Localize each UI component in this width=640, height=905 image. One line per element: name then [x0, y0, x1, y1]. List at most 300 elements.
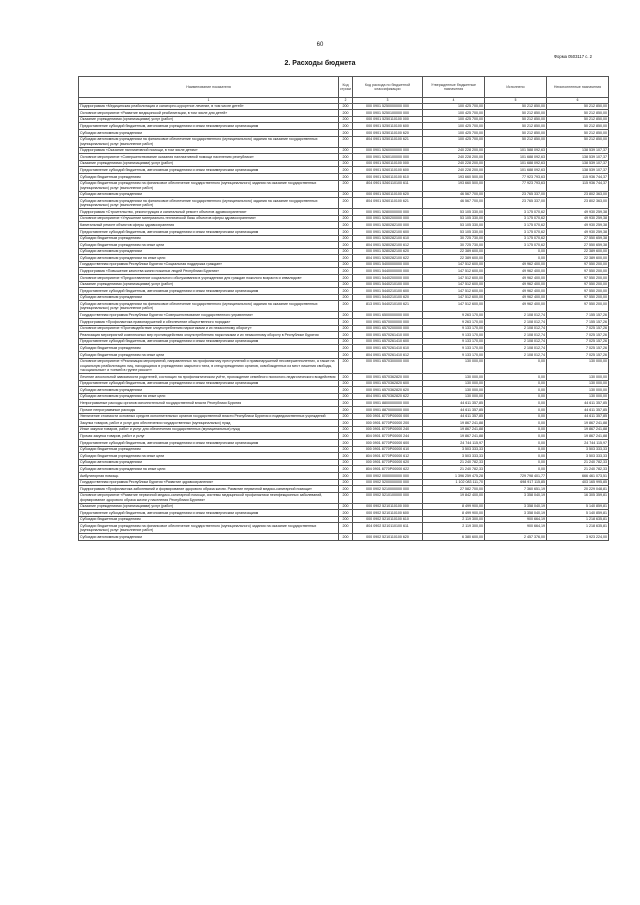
- row-classification-code: 000 0901 5250100000 000: [353, 110, 423, 117]
- row-unexecuted: 19 867 241,88: [547, 426, 609, 433]
- row-executed: 50 212 850,00: [485, 103, 547, 110]
- row-name: Оказание учреждениями (организациями) услуг (работ): [79, 116, 339, 123]
- row-approved: 100 425 700,00: [423, 103, 485, 110]
- table-row: [79, 123, 609, 130]
- row-executed: 0,00: [485, 466, 547, 473]
- row-approved: 53 105 330,00: [423, 209, 485, 216]
- row-name: Амбулаторная помощь: [79, 472, 339, 479]
- column-number: 5: [485, 98, 547, 103]
- row-executed: 101 688 092,63: [485, 160, 547, 167]
- table-row: [79, 275, 609, 282]
- row-executed: 50 212 850,00: [485, 123, 547, 130]
- row-name: Подпрограмма «Оказание паллиативной помощи, в том числе детям»: [79, 147, 339, 154]
- table-row: [79, 413, 609, 420]
- column-number: 2: [339, 98, 353, 103]
- table-row: [79, 242, 609, 249]
- column-number: 6: [547, 98, 609, 103]
- row-line-code: 200: [339, 180, 353, 191]
- row-line-code: 200: [339, 492, 353, 503]
- row-executed: 49 962 400,00: [485, 275, 547, 282]
- row-executed: 49 962 400,00: [485, 301, 547, 312]
- row-line-code: 200: [339, 167, 353, 174]
- table-row: [79, 147, 609, 154]
- row-line-code: 200: [339, 191, 353, 198]
- row-approved: 9 133 170,00: [423, 345, 485, 352]
- row-executed: 0,00: [485, 453, 547, 460]
- row-unexecuted: 19 867 241,88: [547, 420, 609, 427]
- row-approved: 30 725 730,00: [423, 235, 485, 242]
- row-line-code: 200: [339, 374, 353, 381]
- row-approved: 9 263 170,00: [423, 319, 485, 326]
- row-line-code: 200: [339, 281, 353, 288]
- row-approved: 130 000,00: [423, 374, 485, 381]
- table-row: [79, 228, 609, 235]
- row-approved: 53 105 330,00: [423, 222, 485, 229]
- row-name: Субсидии автономным учреждениям на иные цели: [79, 393, 339, 400]
- row-approved: 9 263 170,00: [423, 312, 485, 319]
- row-line-code: 200: [339, 129, 353, 136]
- row-unexecuted: 130 000,00: [547, 393, 609, 400]
- row-classification-code: 000 0902 5210000000 000: [353, 486, 423, 493]
- row-name: Субсидии автономным учреждениям на финансовое обеспечение государственного (муниципального) задания на оказание государственных (муниципальных) услуг (выполнение работ): [79, 198, 339, 209]
- row-line-code: 200: [339, 400, 353, 407]
- row-classification-code: 000 0902 0000000000 000: [353, 472, 423, 479]
- row-name: Субсидии бюджетным учреждениям: [79, 446, 339, 453]
- row-line-code: 200: [339, 173, 353, 180]
- row-executed: 0,00: [485, 255, 547, 262]
- row-line-code: 200: [339, 523, 353, 534]
- row-line-code: 200: [339, 147, 353, 154]
- row-executed: 0,00: [485, 248, 547, 255]
- row-name: Основное мероприятие «Предоставление социального обслуживания в учреждениях для граждан пожилого возраста и инвалидов»: [79, 275, 339, 282]
- table-row: [79, 281, 609, 288]
- row-name: Субсидии автономным учреждениям: [79, 294, 339, 301]
- row-classification-code: 000 0901 8770P00000 620: [353, 459, 423, 466]
- row-name: Оказание учреждениями (организациями) услуг (работ): [79, 160, 339, 167]
- row-name: Субсидии бюджетным учреждениям на иные цели: [79, 242, 339, 249]
- row-unexecuted: 130 000,00: [547, 374, 609, 381]
- row-unexecuted: 44 611 357,85: [547, 400, 609, 407]
- row-unexecuted: 22 389 600,00: [547, 255, 609, 262]
- row-unexecuted: 3 503 333,33: [547, 446, 609, 453]
- row-classification-code: 000 0901 5440200000 000: [353, 275, 423, 282]
- row-classification-code: 000 0901 8770P00000 200: [353, 420, 423, 427]
- row-approved: 53 105 330,00: [423, 228, 485, 235]
- row-line-code: 200: [339, 103, 353, 110]
- row-approved: 3 503 333,33: [423, 446, 485, 453]
- row-unexecuted: 44 611 357,85: [547, 406, 609, 413]
- row-unexecuted: 7 025 157,26: [547, 345, 609, 352]
- row-classification-code: 000 0901 6570261410 600: [353, 338, 423, 345]
- row-approved: 147 512 600,00: [423, 281, 485, 288]
- row-executed: 0,00: [485, 439, 547, 446]
- table-row: [79, 288, 609, 295]
- row-classification-code: 000 0901 5440210100 000: [353, 281, 423, 288]
- row-classification-code: 804 0902 5210110100 611: [353, 523, 423, 534]
- table-row: [79, 261, 609, 268]
- row-unexecuted: 49 930 259,38: [547, 228, 609, 235]
- table-row: [79, 516, 609, 523]
- row-classification-code: 000 0901 5280282100 000: [353, 222, 423, 229]
- expenses-table: [78, 76, 609, 541]
- row-executed: 0,00: [485, 420, 547, 427]
- row-approved: 3 503 333,33: [423, 453, 485, 460]
- table-row: [79, 167, 609, 174]
- row-unexecuted: 97 550 200,00: [547, 268, 609, 275]
- row-unexecuted: 7 025 157,26: [547, 325, 609, 332]
- table-row: [79, 387, 609, 394]
- table-row: [79, 160, 609, 167]
- row-executed: 2 457 376,00: [485, 534, 547, 541]
- form-code: Форма 0503117 с. 2: [553, 54, 592, 59]
- row-approved: 19 867 241,88: [423, 433, 485, 440]
- row-classification-code: 000 0902 5210110100 610: [353, 516, 423, 523]
- row-name: Субсидии бюджетным учреждениям на иные цели: [79, 453, 339, 460]
- row-line-code: 200: [339, 123, 353, 130]
- table-row: [79, 103, 609, 110]
- table-row: [79, 459, 609, 466]
- row-unexecuted: 138 539 107,37: [547, 167, 609, 174]
- row-classification-code: 000 0901 5250110100 620: [353, 129, 423, 136]
- row-unexecuted: 44 611 357,85: [547, 413, 609, 420]
- row-unexecuted: 3 503 333,33: [547, 453, 609, 460]
- row-name: Основное мероприятие «Противодействие злоупотреблению наркотиками и их незаконному обороту»: [79, 325, 339, 332]
- row-classification-code: 000 0901 6570362820 620: [353, 387, 423, 394]
- row-line-code: 200: [339, 433, 353, 440]
- row-classification-code: 804 0901 6570362820 622: [353, 393, 423, 400]
- row-approved: 53 105 330,00: [423, 215, 485, 222]
- row-executed: 2 108 012,74: [485, 352, 547, 359]
- row-unexecuted: 50 212 850,00: [547, 129, 609, 136]
- row-classification-code: 804 0901 5280282100 612: [353, 242, 423, 249]
- row-line-code: 200: [339, 209, 353, 216]
- table-row: [79, 136, 609, 147]
- row-name: Субсидии автономным учреждениям: [79, 459, 339, 466]
- header-executed: Исполнено: [485, 77, 547, 98]
- row-line-code: 200: [339, 332, 353, 339]
- row-classification-code: 000 0901 5260100000 000: [353, 154, 423, 161]
- row-executed: 49 962 400,00: [485, 281, 547, 288]
- column-number: 1: [79, 98, 339, 103]
- row-unexecuted: 138 539 107,37: [547, 147, 609, 154]
- row-classification-code: 000 0901 5400000000 000: [353, 261, 423, 268]
- row-unexecuted: 23 802 363,00: [547, 198, 609, 209]
- row-classification-code: 000 0901 6570200000 000: [353, 325, 423, 332]
- table-row: [79, 510, 609, 517]
- row-name: Капитальный ремонт объектов сферы здравоохранения: [79, 222, 339, 229]
- row-executed: 0,00: [485, 426, 547, 433]
- row-approved: 130 000,00: [423, 358, 485, 373]
- row-executed: 50 212 850,00: [485, 129, 547, 136]
- table-row: [79, 325, 609, 332]
- row-executed: 77 923 793,63: [485, 173, 547, 180]
- row-classification-code: 000 0901 6570362820 000: [353, 374, 423, 381]
- table-row: [79, 358, 609, 373]
- row-line-code: 200: [339, 426, 353, 433]
- row-executed: 3 358 040,19: [485, 492, 547, 503]
- row-executed: 49 962 400,00: [485, 294, 547, 301]
- row-unexecuted: 50 212 850,00: [547, 116, 609, 123]
- row-line-code: 200: [339, 215, 353, 222]
- row-approved: 100 425 700,00: [423, 116, 485, 123]
- row-unexecuted: 403 165 995,85: [547, 479, 609, 486]
- row-classification-code: 000 0901 5440210100 600: [353, 288, 423, 295]
- row-executed: 49 962 400,00: [485, 261, 547, 268]
- row-approved: 9 133 170,00: [423, 352, 485, 359]
- row-line-code: 200: [339, 338, 353, 345]
- row-line-code: 200: [339, 248, 353, 255]
- row-name: Субсидии бюджетным учреждениям: [79, 173, 339, 180]
- row-classification-code: 000 0902 5210110100 000: [353, 503, 423, 510]
- row-name: Субсидии автономным учреждениям: [79, 129, 339, 136]
- row-approved: 240 228 200,00: [423, 154, 485, 161]
- row-classification-code: 813 0901 5440210100 621: [353, 301, 423, 312]
- row-classification-code: 804 0901 6570261410 612: [353, 352, 423, 359]
- row-name: Подпрограмма «Профилактика правонарушений и обеспечение общественного порядка»: [79, 319, 339, 326]
- row-unexecuted: 23 802 363,00: [547, 191, 609, 198]
- row-name: Субсидии автономным учреждениям: [79, 534, 339, 541]
- row-approved: 2 119 300,00: [423, 516, 485, 523]
- table-row: [79, 235, 609, 242]
- row-line-code: 200: [339, 242, 353, 249]
- row-approved: 44 611 357,85: [423, 413, 485, 420]
- row-classification-code: 000 0901 5280000000 000: [353, 209, 423, 216]
- row-approved: 130 000,00: [423, 387, 485, 394]
- row-unexecuted: 97 550 200,00: [547, 301, 609, 312]
- row-classification-code: 000 0901 8800000000 000: [353, 400, 423, 407]
- table-row: [79, 523, 609, 534]
- table-row: [79, 191, 609, 198]
- row-name: Субсидии бюджетным учреждениям на иные цели: [79, 352, 339, 359]
- row-unexecuted: 50 212 850,00: [547, 123, 609, 130]
- row-approved: 240 228 200,00: [423, 160, 485, 167]
- row-classification-code: 000 0901 6500000000 000: [353, 312, 423, 319]
- row-name: Предоставление субсидий бюджетным, автономным учреждениям и иным некоммерческим организациям: [79, 510, 339, 517]
- row-classification-code: 000 0901 8770P00000 610: [353, 446, 423, 453]
- row-unexecuted: 97 550 200,00: [547, 281, 609, 288]
- table-row: [79, 503, 609, 510]
- row-executed: 50 212 850,00: [485, 116, 547, 123]
- row-executed: 900 664,19: [485, 523, 547, 534]
- row-executed: 3 358 040,19: [485, 503, 547, 510]
- row-line-code: 200: [339, 510, 353, 517]
- row-approved: 1 102 083 111,70: [423, 479, 485, 486]
- row-classification-code: 804 0901 8770P00000 612: [353, 453, 423, 460]
- row-name: Подпрограмма «Строительство, реконструкция и капитальный ремонт объектов здравоохранения»: [79, 209, 339, 216]
- row-unexecuted: 7 155 157,26: [547, 312, 609, 319]
- row-unexecuted: 21 240 782,33: [547, 466, 609, 473]
- row-approved: 147 512 600,00: [423, 301, 485, 312]
- row-line-code: 200: [339, 387, 353, 394]
- row-classification-code: 804 0901 5260110100 621: [353, 198, 423, 209]
- row-line-code: 200: [339, 413, 353, 420]
- row-name: Подпрограмма «Профилактика заболеваний и формирование здорового образа жизни. Развитие первичной медико-санитарной помощи»: [79, 486, 339, 493]
- row-approved: 22 389 600,00: [423, 255, 485, 262]
- page-number: 60: [316, 42, 324, 48]
- row-name: Предоставление субсидий бюджетным, автономным учреждениям и иным некоммерческим организациям: [79, 288, 339, 295]
- table-row: [79, 110, 609, 117]
- row-executed: 0,00: [485, 393, 547, 400]
- table-row: [79, 198, 609, 209]
- row-unexecuted: 666 461 073,51: [547, 472, 609, 479]
- table-row: [79, 420, 609, 427]
- row-approved: 30 725 730,00: [423, 242, 485, 249]
- table-row: [79, 446, 609, 453]
- row-classification-code: 000 0901 6570261410 000: [353, 332, 423, 339]
- row-approved: 130 000,00: [423, 380, 485, 387]
- table-header: [79, 77, 609, 104]
- row-name: Иные закупки товаров, работ и услуг для обеспечения государственных (муниципальных) нужд: [79, 426, 339, 433]
- table-row: [79, 312, 609, 319]
- row-executed: 3 175 070,62: [485, 222, 547, 229]
- row-line-code: 200: [339, 352, 353, 359]
- row-line-code: 200: [339, 228, 353, 235]
- row-line-code: 200: [339, 255, 353, 262]
- row-unexecuted: 130 000,00: [547, 358, 609, 373]
- row-name: Предоставление субсидий бюджетным, автономным учреждениям и иным некоммерческим организациям: [79, 228, 339, 235]
- row-name: Непрограммные расходы органов исполнительной государственной власти Республики Бурятия: [79, 400, 339, 407]
- table-row: [79, 338, 609, 345]
- row-name: Увеличение стоимости основных средств исполнительных органов государственной власти Республики Бурятия и подведомственных учреждений: [79, 413, 339, 420]
- row-classification-code: 000 0901 5260110100 600: [353, 167, 423, 174]
- row-name: Основное мероприятие «Улучшение материально-технической базы объектов сферы здравоохранения»: [79, 215, 339, 222]
- table-row: [79, 406, 609, 413]
- row-approved: 19 867 241,88: [423, 426, 485, 433]
- row-name: Субсидии автономным учреждениям на иные цели: [79, 466, 339, 473]
- table-row: [79, 248, 609, 255]
- table-row: [79, 374, 609, 381]
- row-approved: 6 380 600,00: [423, 534, 485, 541]
- row-line-code: 200: [339, 459, 353, 466]
- row-unexecuted: 27 550 659,38: [547, 242, 609, 249]
- row-name: Оказание учреждениями (организациями) услуг (работ): [79, 503, 339, 510]
- row-unexecuted: 7 025 157,26: [547, 338, 609, 345]
- table-row: [79, 209, 609, 216]
- row-line-code: 200: [339, 534, 353, 541]
- row-name: Основное мероприятие «Развитие первичной медико-санитарной помощи, системы медицинской профилактики неинфекционных заболеваний, формирование здорового образа жизни у населения Республики Бурятия»: [79, 492, 339, 503]
- row-name: Государственная программа Республики Бурятия «Совершенствование государственного управления»: [79, 312, 339, 319]
- row-approved: 100 425 700,00: [423, 136, 485, 147]
- row-unexecuted: 1 218 635,81: [547, 523, 609, 534]
- row-classification-code: 000 0901 5260110100 610: [353, 173, 423, 180]
- row-approved: 100 425 700,00: [423, 129, 485, 136]
- row-executed: 0,00: [485, 446, 547, 453]
- row-classification-code: 000 0901 5280282100 610: [353, 235, 423, 242]
- row-line-code: 200: [339, 116, 353, 123]
- row-line-code: 200: [339, 466, 353, 473]
- row-name: Оказание учреждениями (организациями) услуг (работ): [79, 281, 339, 288]
- row-unexecuted: 16 305 359,81: [547, 492, 609, 503]
- table-row: [79, 129, 609, 136]
- row-name: Субсидии автономным учреждениям на финансовое обеспечение государственного (муниципального) задания на оказание государственных (муниципальных) услуг (выполнение работ): [79, 301, 339, 312]
- row-executed: 101 688 092,63: [485, 167, 547, 174]
- row-executed: 0,00: [485, 406, 547, 413]
- row-name: Предоставление субсидий бюджетным, автономным учреждениям и иным некоммерческим организациям: [79, 167, 339, 174]
- row-classification-code: 000 0901 5250110100 600: [353, 123, 423, 130]
- row-unexecuted: 7 025 157,26: [547, 332, 609, 339]
- row-name: Прочие непрограммные расходы: [79, 406, 339, 413]
- table-row: [79, 345, 609, 352]
- table-row: [79, 154, 609, 161]
- row-executed: 3 175 070,62: [485, 228, 547, 235]
- row-line-code: 200: [339, 420, 353, 427]
- table-body: [79, 103, 609, 540]
- header-name: Наименование показателя: [79, 77, 339, 98]
- row-line-code: 200: [339, 439, 353, 446]
- row-line-code: 200: [339, 261, 353, 268]
- row-executed: 3 175 070,62: [485, 209, 547, 216]
- table-row: [79, 319, 609, 326]
- row-approved: 147 512 600,00: [423, 288, 485, 295]
- table-row: [79, 352, 609, 359]
- row-approved: 9 133 170,00: [423, 338, 485, 345]
- row-executed: 0,00: [485, 374, 547, 381]
- row-name: Основное мероприятие «Развитие медицинской реабилитации, в том числе для детей»: [79, 110, 339, 117]
- table-row: [79, 479, 609, 486]
- row-classification-code: 000 0901 6570261410 610: [353, 345, 423, 352]
- row-unexecuted: 22 389 600,00: [547, 248, 609, 255]
- row-classification-code: 000 0901 5440000000 000: [353, 268, 423, 275]
- table-row: [79, 332, 609, 339]
- row-approved: 240 228 200,00: [423, 147, 485, 154]
- row-approved: 27 582 700,00: [423, 486, 485, 493]
- row-executed: 0,00: [485, 387, 547, 394]
- row-unexecuted: 49 930 259,38: [547, 209, 609, 216]
- row-classification-code: 000 0901 5440210100 620: [353, 294, 423, 301]
- row-approved: 19 842 400,00: [423, 492, 485, 503]
- row-line-code: 200: [339, 301, 353, 312]
- row-name: Предоставление субсидий бюджетным, автономным учреждениям и иным некоммерческим организациям: [79, 338, 339, 345]
- row-executed: 23 765 337,00: [485, 198, 547, 209]
- row-classification-code: 000 0901 5280282100 600: [353, 228, 423, 235]
- column-number: 4: [423, 98, 485, 103]
- row-unexecuted: 3 923 224,00: [547, 534, 609, 541]
- row-approved: 46 567 700,00: [423, 198, 485, 209]
- row-line-code: 200: [339, 406, 353, 413]
- row-approved: 9 133 170,00: [423, 332, 485, 339]
- row-line-code: 200: [339, 503, 353, 510]
- row-classification-code: 804 0901 8770P00000 622: [353, 466, 423, 473]
- row-name: Реализация мероприятий комплексных мер противодействия злоупотреблению наркотиками и их незаконному обороту в Республике Бурятия: [79, 332, 339, 339]
- row-line-code: 200: [339, 110, 353, 117]
- header-line-code: Код строки: [339, 77, 353, 98]
- row-unexecuted: 115 936 744,37: [547, 180, 609, 191]
- row-line-code: 200: [339, 325, 353, 332]
- row-executed: 101 688 092,63: [485, 154, 547, 161]
- row-approved: 193 660 500,00: [423, 173, 485, 180]
- row-line-code: 200: [339, 319, 353, 326]
- row-approved: 147 512 600,00: [423, 275, 485, 282]
- row-classification-code: 000 0901 8870000000 000: [353, 406, 423, 413]
- table-row: [79, 222, 609, 229]
- row-approved: 100 425 700,00: [423, 123, 485, 130]
- row-unexecuted: 27 550 659,38: [547, 235, 609, 242]
- table-row: [79, 433, 609, 440]
- row-executed: 3 175 070,62: [485, 235, 547, 242]
- row-approved: 130 000,00: [423, 393, 485, 400]
- row-classification-code: 000 0901 5260110100 620: [353, 191, 423, 198]
- table-row: [79, 534, 609, 541]
- row-name: Основное мероприятие «Реализация мероприятий, направленных на профилактику преступлений и правонарушений несовершеннолетних, а также на социальную реабилитацию лиц, находящихся в учреждениях закрытого типа, в спецучреждениях органов, освобожденных из мест лишения свободы, «асоциальных» и «семей в группе риска»»: [79, 358, 339, 373]
- table-row: [79, 486, 609, 493]
- section-title: 2. Расходы бюджета: [284, 60, 356, 67]
- row-approved: 19 867 241,88: [423, 420, 485, 427]
- row-unexecuted: 50 212 850,00: [547, 136, 609, 147]
- row-approved: 9 133 170,00: [423, 325, 485, 332]
- row-executed: 3 358 040,19: [485, 510, 547, 517]
- row-line-code: 200: [339, 154, 353, 161]
- row-unexecuted: 97 550 200,00: [547, 288, 609, 295]
